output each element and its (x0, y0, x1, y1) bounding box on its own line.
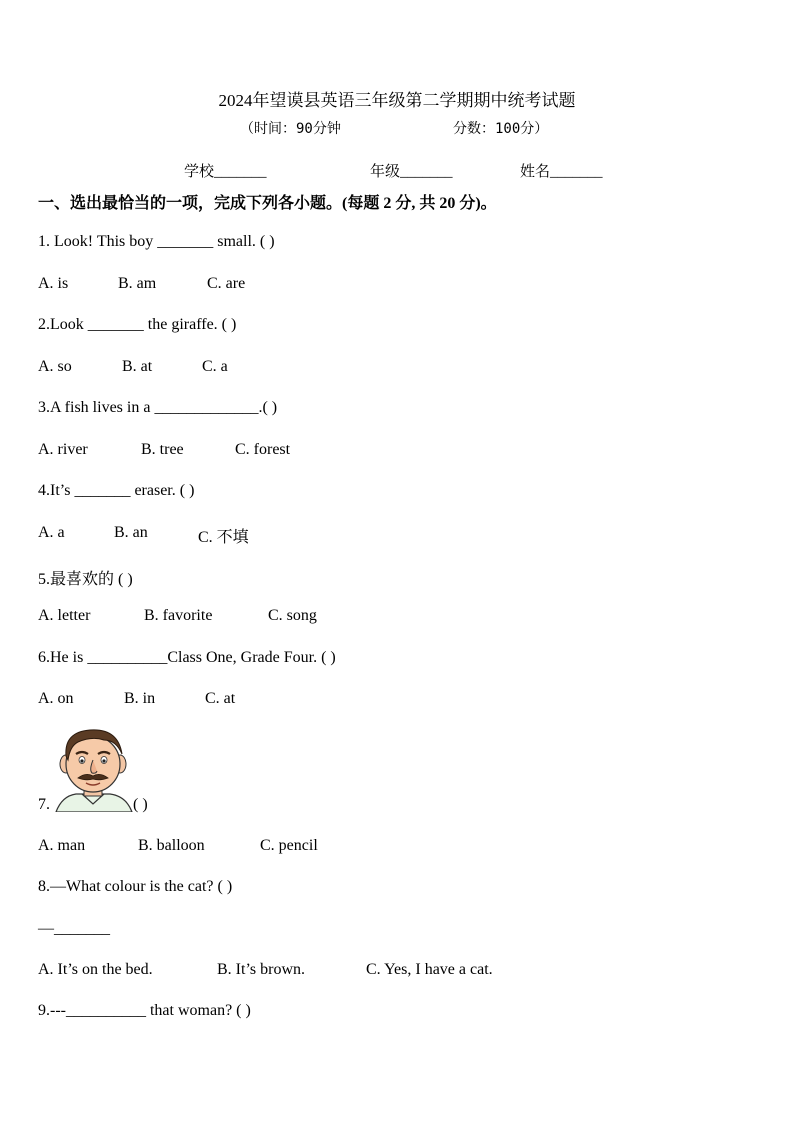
exam-time: （时间：90分钟 (240, 121, 341, 137)
question-9-stem: 9.---__________ that woman? ( ) (38, 1002, 251, 1019)
question-1-option-a: A. is (38, 275, 69, 292)
question-5-option-a: A. letter (38, 607, 91, 624)
question-1-stem: 1. Look! This boy _______ small. ( ) (38, 233, 275, 250)
question-3-option-a: A. river (38, 441, 88, 458)
section-heading: 一、选出最恰当的一项，完成下列各小题。(每题 2 分, 共 20 分)。 (38, 195, 497, 212)
page-title: 2024年望谟县英语三年级第二学期期中统考试题 (218, 91, 576, 110)
question-6-option-b: B. in (124, 690, 156, 707)
question-6-stem: 6.He is __________Class One, Grade Four. ( ) (38, 649, 336, 666)
question-5-option-c: C. song (268, 607, 317, 624)
question-1-option-b: B. am (118, 275, 157, 292)
exam-score: 分数：100分） (453, 121, 549, 137)
question-8-option-c: C. Yes, I have a cat. (366, 961, 493, 978)
question-5-stem: 5.最喜欢的 ( ) (38, 571, 133, 588)
question-2-option-c: C. a (202, 358, 228, 375)
question-7-paren: ( ) (133, 796, 148, 813)
question-4-option-a: A. a (38, 524, 65, 541)
school-field: 学校_______ (184, 164, 267, 180)
question-6-option-a: A. on (38, 690, 74, 707)
name-field: 姓名_______ (520, 164, 603, 180)
question-8-option-b: B. It’s brown. (217, 961, 305, 978)
question-4-option-c: C. 不填 (198, 529, 249, 546)
question-3-option-c: C. forest (235, 441, 291, 458)
question-1-option-c: C. are (207, 275, 246, 292)
question-7-option-b: B. balloon (138, 837, 205, 854)
question-8-stem: 8.—What colour is the cat? ( ) (38, 878, 233, 895)
question-8-answer-blank: —_______ (38, 920, 110, 937)
man-face-illustration (52, 726, 134, 812)
question-2-option-a: A. so (38, 358, 72, 375)
question-6-option-c: C. at (205, 690, 236, 707)
grade-field: 年级_______ (370, 164, 453, 180)
question-3-option-b: B. tree (141, 441, 184, 458)
question-2-option-b: B. at (122, 358, 153, 375)
question-7-option-c: C. pencil (260, 837, 318, 854)
question-2-stem: 2.Look _______ the giraffe. ( ) (38, 316, 237, 333)
question-3-stem: 3.A fish lives in a _____________.( ) (38, 399, 278, 416)
question-5-option-b: B. favorite (144, 607, 213, 624)
question-7-stem: 7. (38, 796, 50, 813)
question-4-stem: 4.It’s _______ eraser. ( ) (38, 482, 195, 499)
question-8-option-a: A. It’s on the bed. (38, 961, 153, 978)
question-7-option-a: A. man (38, 837, 86, 854)
question-4-option-b: B. an (114, 524, 148, 541)
